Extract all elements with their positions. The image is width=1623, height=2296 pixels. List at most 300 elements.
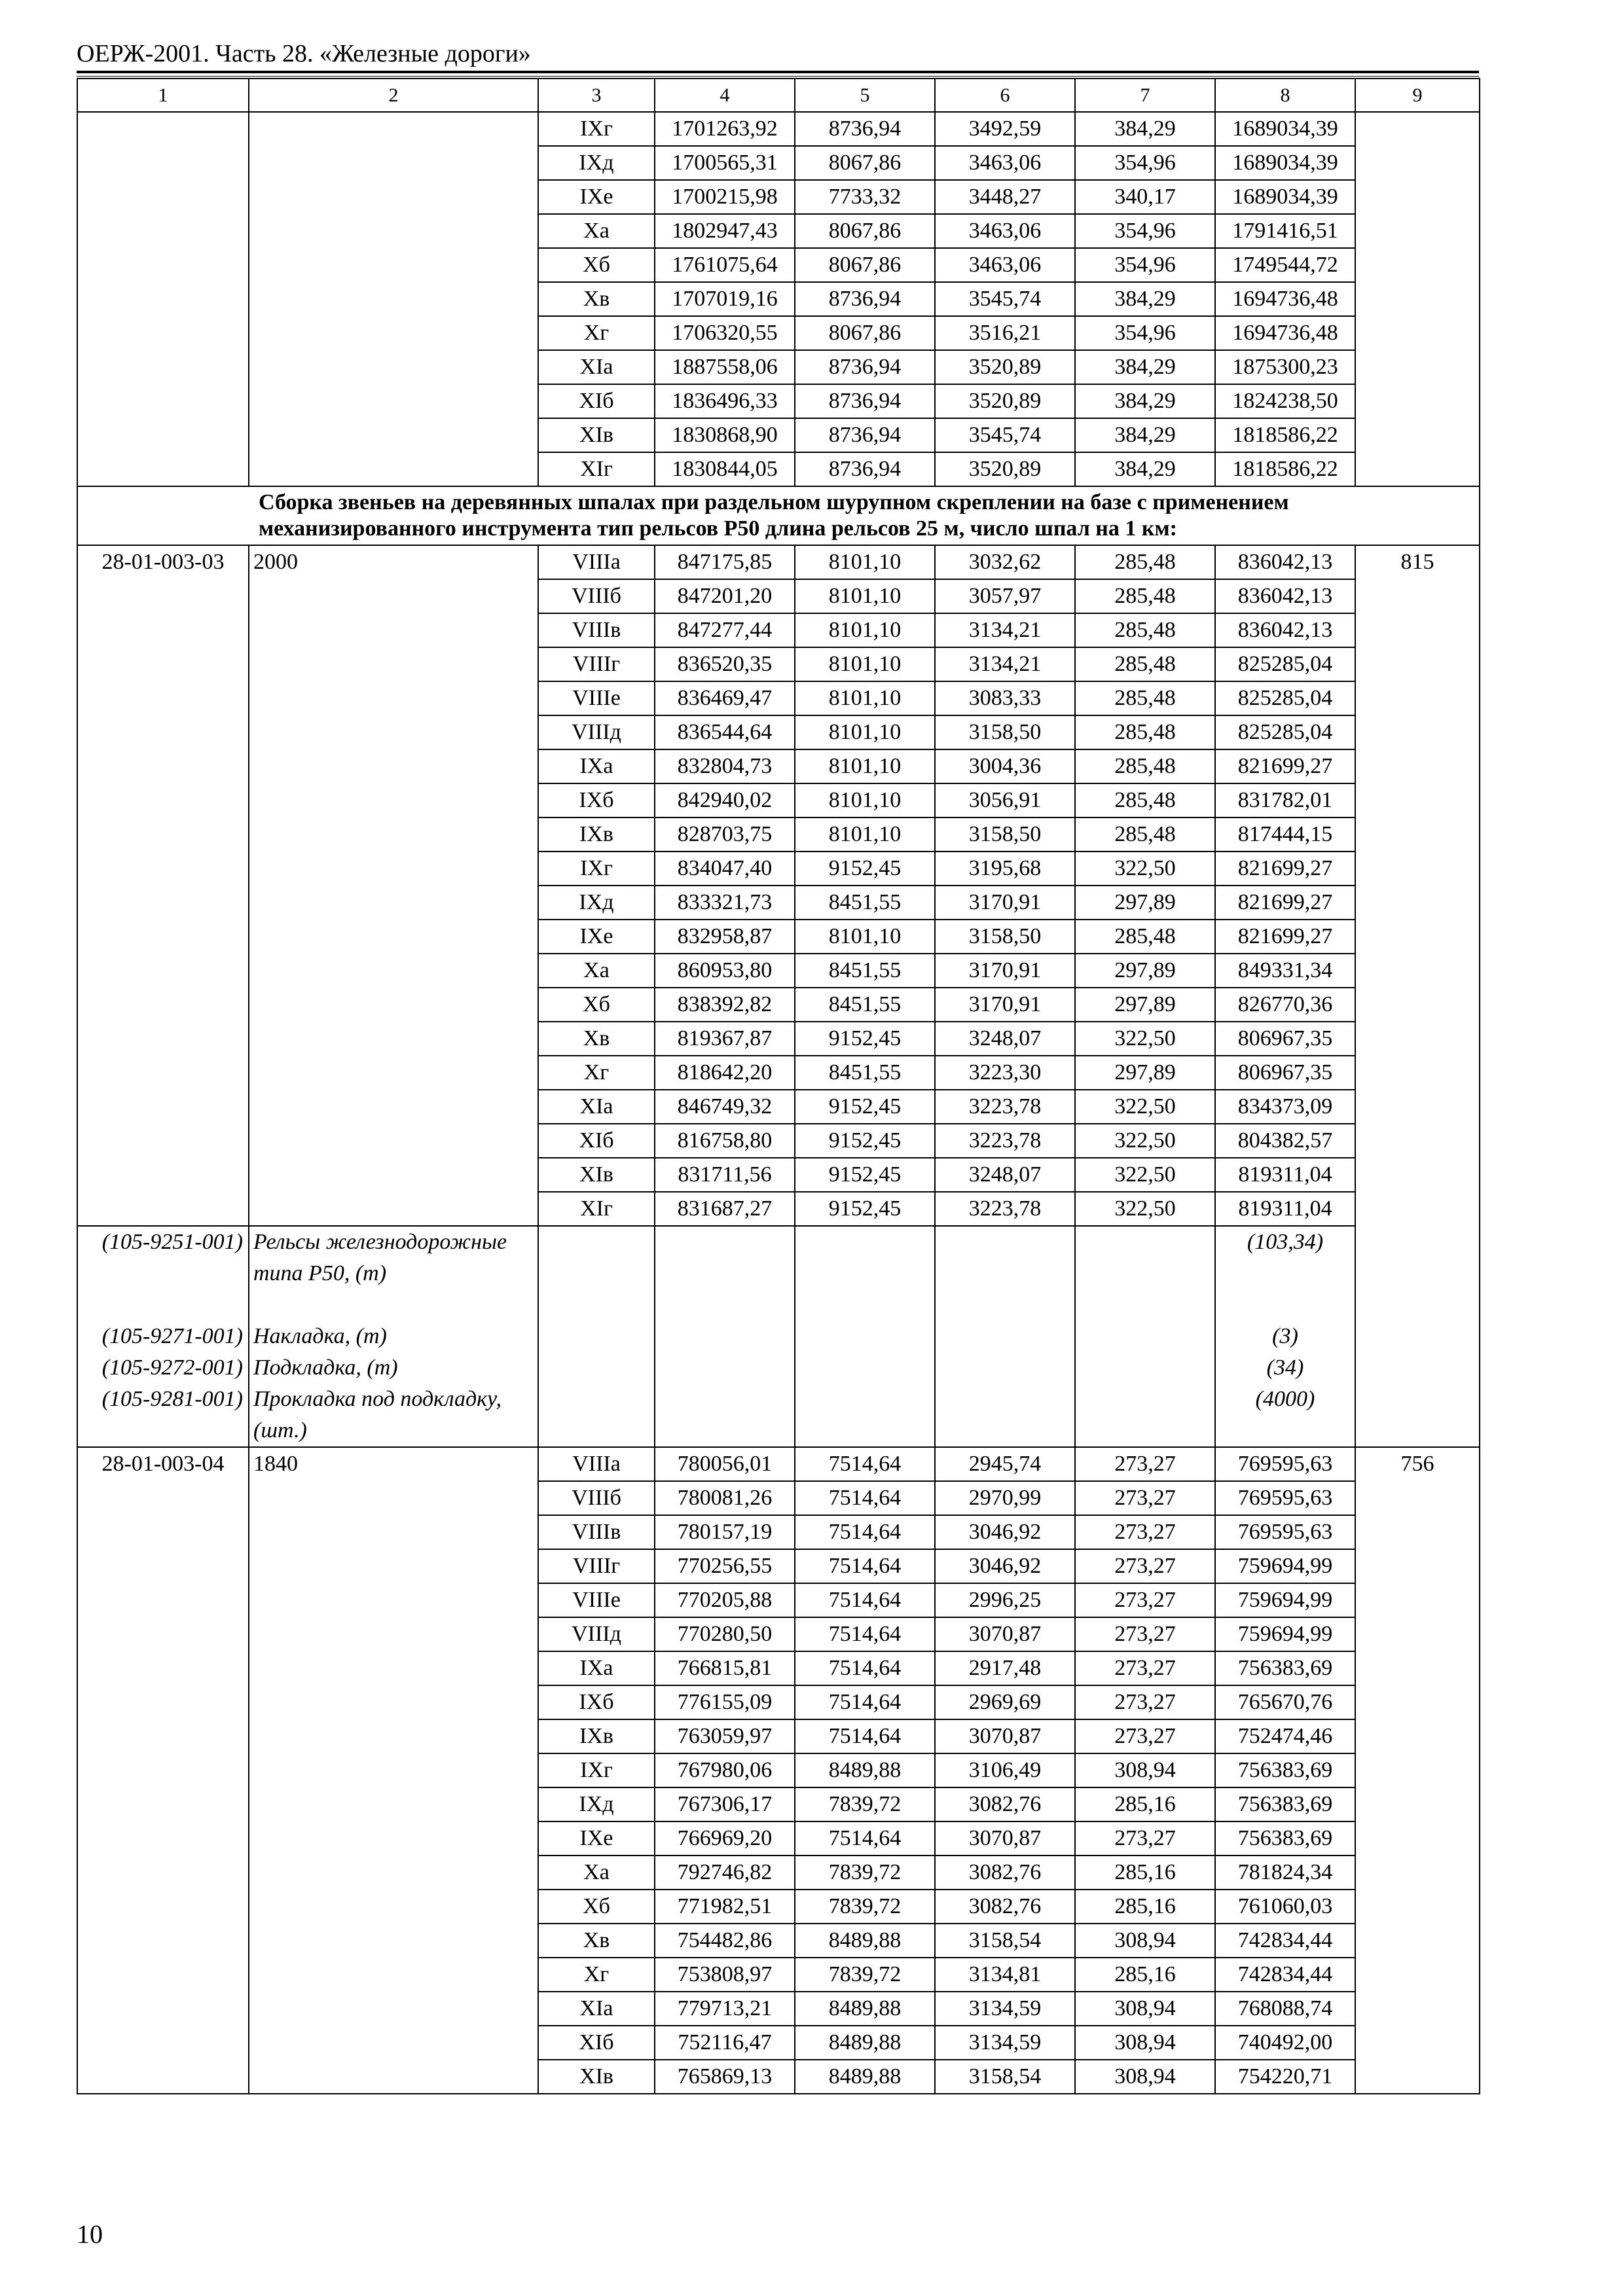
empty-cell (655, 1226, 795, 1447)
table-row (77, 545, 1480, 579)
machinists-wages-cell: 285,48 (1075, 681, 1215, 715)
variant-cell: VIIIв (538, 613, 655, 647)
wages-cell: 7839,72 (795, 1958, 935, 1992)
materials-cell: 1749544,72 (1215, 248, 1355, 282)
resources-row (77, 1226, 1480, 1447)
wages-cell: 7514,64 (795, 1821, 935, 1856)
machinists-wages-cell: 285,48 (1075, 579, 1215, 613)
column-header: 6 (935, 79, 1075, 112)
wages-cell: 9152,45 (795, 1192, 935, 1226)
variant-cell: VIIIе (538, 1583, 655, 1617)
total-cost-cell: 836469,47 (655, 681, 795, 715)
materials-cell: 821699,27 (1215, 886, 1355, 920)
wages-cell: 7514,64 (795, 1719, 935, 1753)
code-cell (77, 112, 249, 486)
total-cost-cell: 838392,82 (655, 988, 795, 1022)
wages-cell: 9152,45 (795, 1124, 935, 1158)
empty-cell (1075, 1226, 1215, 1447)
variant-cell: XIа (538, 350, 655, 384)
materials-cell: 740492,00 (1215, 2026, 1355, 2060)
machines-cell: 3545,74 (935, 418, 1075, 452)
machines-cell: 3223,78 (935, 1192, 1075, 1226)
materials-cell: 804382,57 (1215, 1124, 1355, 1158)
materials-cell: 1791416,51 (1215, 214, 1355, 248)
machines-cell: 3158,54 (935, 1924, 1075, 1958)
variant-cell: Xв (538, 282, 655, 316)
materials-cell: 1818586,22 (1215, 418, 1355, 452)
wages-cell: 9152,45 (795, 1158, 935, 1192)
machinists-wages-cell: 273,27 (1075, 1685, 1215, 1719)
variant-cell: IXд (538, 1787, 655, 1821)
variant-cell: IXа (538, 1651, 655, 1685)
variant-cell: Xв (538, 1022, 655, 1056)
variant-cell: Xг (538, 1056, 655, 1090)
total-cost-cell: 819367,87 (655, 1022, 795, 1056)
machines-cell: 3463,06 (935, 146, 1075, 180)
machinists-wages-cell: 322,50 (1075, 1090, 1215, 1124)
page-number: 10 (77, 2219, 103, 2249)
materials-cell: 756383,69 (1215, 1787, 1355, 1821)
variant-cell: VIIIб (538, 1481, 655, 1515)
resource-value: (34) (1266, 1355, 1304, 1380)
machinists-wages-cell: 273,27 (1075, 1719, 1215, 1753)
machinists-wages-cell: 354,96 (1075, 248, 1215, 282)
machines-cell: 2945,74 (935, 1447, 1075, 1481)
column-header: 3 (538, 79, 655, 112)
total-cost-cell: 792746,82 (655, 1856, 795, 1890)
machines-cell: 3134,21 (935, 613, 1075, 647)
materials-cell: 1824238,50 (1215, 384, 1355, 418)
wages-cell: 8451,55 (795, 886, 935, 920)
column-number-row (77, 79, 1480, 112)
resource-code: (105-9272-001) (101, 1355, 243, 1380)
total-cost-cell: 780081,26 (655, 1481, 795, 1515)
resource-name: Прокладка под подкладку, (шт.) (253, 1387, 501, 1443)
machines-cell: 3070,87 (935, 1617, 1075, 1651)
variant-cell: Xг (538, 316, 655, 350)
machinists-wages-cell: 285,16 (1075, 1958, 1215, 1992)
wages-cell: 7514,64 (795, 1583, 935, 1617)
machinists-wages-cell: 297,89 (1075, 1056, 1215, 1090)
machines-cell: 3223,30 (935, 1056, 1075, 1090)
wages-cell: 8736,94 (795, 112, 935, 146)
wages-cell: 8736,94 (795, 384, 935, 418)
materials-cell: 756383,69 (1215, 1753, 1355, 1787)
document-title: ОЕРЖ-2001. Часть 28. «Железные дороги» (77, 40, 531, 67)
total-cost-cell: 1830868,90 (655, 418, 795, 452)
column-header: 5 (795, 79, 935, 112)
machines-cell: 3082,76 (935, 1890, 1075, 1924)
variant-cell: VIIIв (538, 1515, 655, 1549)
machines-cell: 3248,07 (935, 1022, 1075, 1056)
column-header: 7 (1075, 79, 1215, 112)
wages-cell: 8451,55 (795, 1056, 935, 1090)
total-cost-cell: 1706320,55 (655, 316, 795, 350)
total-cost-cell: 779713,21 (655, 1992, 795, 2026)
total-cost-cell: 1802947,43 (655, 214, 795, 248)
price-table-body (77, 79, 1480, 2094)
machinists-wages-cell: 308,94 (1075, 2060, 1215, 2094)
resource-name: Накладка, (т) (253, 1324, 387, 1348)
machines-cell: 3158,50 (935, 817, 1075, 852)
item-col9: 756 (1355, 1447, 1480, 2094)
machinists-wages-cell: 384,29 (1075, 452, 1215, 486)
materials-cell: 836042,13 (1215, 579, 1355, 613)
variant-cell: IXг (538, 1753, 655, 1787)
variant-cell: IXе (538, 1821, 655, 1856)
materials-cell: 1694736,48 (1215, 282, 1355, 316)
machinists-wages-cell: 308,94 (1075, 1753, 1215, 1787)
total-cost-cell: 846749,32 (655, 1090, 795, 1124)
resource-values (1215, 1226, 1355, 1447)
param-cell (249, 112, 538, 486)
resource-codes (77, 1226, 249, 1447)
machines-cell: 3134,81 (935, 1958, 1075, 1992)
column-header: 9 (1355, 79, 1480, 112)
machines-cell: 3170,91 (935, 886, 1075, 920)
machinists-wages-cell: 322,50 (1075, 1124, 1215, 1158)
machinists-wages-cell: 308,94 (1075, 1924, 1215, 1958)
wages-cell: 8101,10 (795, 920, 935, 954)
resource-value: (3) (1272, 1324, 1298, 1348)
materials-cell: 806967,35 (1215, 1022, 1355, 1056)
variant-cell: XIа (538, 1090, 655, 1124)
machinists-wages-cell: 285,16 (1075, 1890, 1215, 1924)
variant-cell: Xг (538, 1958, 655, 1992)
wages-cell: 8067,86 (795, 146, 935, 180)
machines-cell: 3134,59 (935, 1992, 1075, 2026)
wages-cell: 9152,45 (795, 852, 935, 886)
variant-cell: IXе (538, 920, 655, 954)
machinists-wages-cell: 354,96 (1075, 214, 1215, 248)
wages-cell: 8101,10 (795, 613, 935, 647)
machines-cell: 3170,91 (935, 954, 1075, 988)
materials-cell: 821699,27 (1215, 852, 1355, 886)
machines-cell: 3520,89 (935, 350, 1075, 384)
machines-cell: 3463,06 (935, 214, 1075, 248)
wages-cell: 7514,64 (795, 1651, 935, 1685)
machinists-wages-cell: 285,16 (1075, 1787, 1215, 1821)
wages-cell: 9152,45 (795, 1022, 935, 1056)
machines-cell: 3520,89 (935, 452, 1075, 486)
variant-cell: VIIIа (538, 545, 655, 579)
machines-cell: 3516,21 (935, 316, 1075, 350)
machinists-wages-cell: 308,94 (1075, 2026, 1215, 2060)
machinists-wages-cell: 322,50 (1075, 1158, 1215, 1192)
total-cost-cell: 847277,44 (655, 613, 795, 647)
item-param: 2000 (249, 545, 538, 1226)
machinists-wages-cell: 285,48 (1075, 647, 1215, 681)
variant-cell: VIIIа (538, 1447, 655, 1481)
wages-cell: 8101,10 (795, 715, 935, 749)
variant-cell: XIг (538, 452, 655, 486)
total-cost-cell: 860953,80 (655, 954, 795, 988)
machines-cell: 3070,87 (935, 1719, 1075, 1753)
total-cost-cell: 770280,50 (655, 1617, 795, 1651)
materials-cell: 819311,04 (1215, 1192, 1355, 1226)
item-code: 28-01-003-03 (77, 545, 249, 1226)
variant-cell: IXе (538, 180, 655, 214)
wages-cell: 8101,10 (795, 817, 935, 852)
resource-name: Рельсы железнодорожные типа Р50, (т) (253, 1230, 507, 1285)
total-cost-cell: 833321,73 (655, 886, 795, 920)
machines-cell: 3082,76 (935, 1787, 1075, 1821)
item-code: 28-01-003-04 (77, 1447, 249, 2094)
machines-cell: 3195,68 (935, 852, 1075, 886)
resource-value: (103,34) (1247, 1230, 1324, 1254)
total-cost-cell: 1830844,05 (655, 452, 795, 486)
total-cost-cell: 816758,80 (655, 1124, 795, 1158)
machines-cell: 2996,25 (935, 1583, 1075, 1617)
machinists-wages-cell: 285,48 (1075, 920, 1215, 954)
materials-cell: 742834,44 (1215, 1958, 1355, 1992)
machines-cell: 3248,07 (935, 1158, 1075, 1192)
resource-code: (105-9251-001) (101, 1230, 243, 1254)
total-cost-cell: 831687,27 (655, 1192, 795, 1226)
machines-cell: 3056,91 (935, 783, 1075, 817)
wages-cell: 7514,64 (795, 1447, 935, 1481)
column-header: 2 (249, 79, 538, 112)
materials-cell: 836042,13 (1215, 545, 1355, 579)
machinists-wages-cell: 384,29 (1075, 384, 1215, 418)
machines-cell: 3046,92 (935, 1549, 1075, 1583)
header-rule (77, 71, 1479, 73)
total-cost-cell: 828703,75 (655, 817, 795, 852)
total-cost-cell: 753808,97 (655, 1958, 795, 1992)
machines-cell: 3083,33 (935, 681, 1075, 715)
machines-cell: 3158,50 (935, 715, 1075, 749)
section-title: Сборка звеньев на деревянных шпалах при раздельном шурупном скреплении на базе с применением механизированного инструмента тип рельсов Р50 длина рельсов 25 м, число шпал на 1 км: (77, 486, 1480, 545)
wages-cell: 8736,94 (795, 282, 935, 316)
variant-cell: VIIIд (538, 715, 655, 749)
machinists-wages-cell: 273,27 (1075, 1821, 1215, 1856)
total-cost-cell: 847175,85 (655, 545, 795, 579)
wages-cell: 8489,88 (795, 2026, 935, 2060)
materials-cell: 849331,34 (1215, 954, 1355, 988)
item-param: 1840 (249, 1447, 538, 2094)
machines-cell: 2969,69 (935, 1685, 1075, 1719)
machinists-wages-cell: 273,27 (1075, 1617, 1215, 1651)
variant-cell: XIв (538, 2060, 655, 2094)
total-cost-cell: 767980,06 (655, 1753, 795, 1787)
materials-cell: 769595,63 (1215, 1515, 1355, 1549)
total-cost-cell: 754482,86 (655, 1924, 795, 1958)
materials-cell: 756383,69 (1215, 1651, 1355, 1685)
total-cost-cell: 776155,09 (655, 1685, 795, 1719)
total-cost-cell: 1701263,92 (655, 112, 795, 146)
column-header: 4 (655, 79, 795, 112)
machines-cell: 3463,06 (935, 248, 1075, 282)
resource-code: (105-9271-001) (101, 1324, 243, 1348)
machines-cell: 3492,59 (935, 112, 1075, 146)
materials-cell: 831782,01 (1215, 783, 1355, 817)
materials-cell: 765670,76 (1215, 1685, 1355, 1719)
variant-cell: XIг (538, 1192, 655, 1226)
variant-cell: VIIIг (538, 647, 655, 681)
variant-cell: Xа (538, 954, 655, 988)
empty-cell (935, 1226, 1075, 1447)
machines-cell: 3082,76 (935, 1856, 1075, 1890)
item-col9: 815 (1355, 545, 1480, 1447)
machinists-wages-cell: 273,27 (1075, 1549, 1215, 1583)
materials-cell: 1818586,22 (1215, 452, 1355, 486)
variant-cell: VIIIд (538, 1617, 655, 1651)
machines-cell: 3032,62 (935, 545, 1075, 579)
materials-cell: 759694,99 (1215, 1617, 1355, 1651)
wages-cell: 7733,32 (795, 180, 935, 214)
variant-cell: VIIIб (538, 579, 655, 613)
materials-cell: 754220,71 (1215, 2060, 1355, 2094)
total-cost-cell: 770256,55 (655, 1549, 795, 1583)
materials-cell: 821699,27 (1215, 749, 1355, 783)
variant-cell: IXг (538, 112, 655, 146)
materials-cell: 761060,03 (1215, 1890, 1355, 1924)
total-cost-cell: 765869,13 (655, 2060, 795, 2094)
total-cost-cell: 1887558,06 (655, 350, 795, 384)
wages-cell: 8067,86 (795, 248, 935, 282)
variant-cell: XIб (538, 1124, 655, 1158)
materials-cell: 742834,44 (1215, 1924, 1355, 1958)
variant-cell: IXв (538, 1719, 655, 1753)
variant-cell: Xб (538, 1890, 655, 1924)
machines-cell: 3448,27 (935, 180, 1075, 214)
wages-cell: 8101,10 (795, 681, 935, 715)
machines-cell: 3170,91 (935, 988, 1075, 1022)
machinists-wages-cell: 322,50 (1075, 852, 1215, 886)
variant-cell: IXд (538, 146, 655, 180)
machinists-wages-cell: 297,89 (1075, 886, 1215, 920)
variant-cell: Xа (538, 1856, 655, 1890)
total-cost-cell: 836544,64 (655, 715, 795, 749)
materials-cell: 836042,13 (1215, 613, 1355, 647)
column-header: 1 (77, 79, 249, 112)
total-cost-cell: 818642,20 (655, 1056, 795, 1090)
variant-cell: Xа (538, 214, 655, 248)
table-row (77, 112, 1480, 146)
machines-cell: 3070,87 (935, 1821, 1075, 1856)
machinists-wages-cell: 285,48 (1075, 715, 1215, 749)
total-cost-cell: 763059,97 (655, 1719, 795, 1753)
machinists-wages-cell: 297,89 (1075, 954, 1215, 988)
empty-cell (795, 1226, 935, 1447)
wages-cell: 7839,72 (795, 1856, 935, 1890)
empty-cell (538, 1226, 655, 1447)
machinists-wages-cell: 384,29 (1075, 418, 1215, 452)
materials-cell: 826770,36 (1215, 988, 1355, 1022)
wages-cell: 8489,88 (795, 1924, 935, 1958)
page-header (77, 39, 1479, 70)
total-cost-cell: 836520,35 (655, 647, 795, 681)
machines-cell: 3046,92 (935, 1515, 1075, 1549)
materials-cell: 806967,35 (1215, 1056, 1355, 1090)
resource-value: (4000) (1255, 1387, 1315, 1411)
total-cost-cell: 847201,20 (655, 579, 795, 613)
machinists-wages-cell: 273,27 (1075, 1447, 1215, 1481)
wages-cell: 8736,94 (795, 418, 935, 452)
total-cost-cell: 831711,56 (655, 1158, 795, 1192)
wages-cell: 7514,64 (795, 1617, 935, 1651)
wages-cell: 7839,72 (795, 1890, 935, 1924)
machinists-wages-cell: 273,27 (1075, 1583, 1215, 1617)
total-cost-cell: 766815,81 (655, 1651, 795, 1685)
total-cost-cell: 1761075,64 (655, 248, 795, 282)
table-row (77, 1447, 1480, 1481)
wages-cell: 8101,10 (795, 749, 935, 783)
variant-cell: XIв (538, 418, 655, 452)
machinists-wages-cell: 354,96 (1075, 316, 1215, 350)
machines-cell: 3223,78 (935, 1124, 1075, 1158)
wages-cell: 7514,64 (795, 1515, 935, 1549)
variant-cell: XIб (538, 2026, 655, 2060)
total-cost-cell: 832958,87 (655, 920, 795, 954)
variant-cell: IXб (538, 1685, 655, 1719)
wages-cell: 8067,86 (795, 316, 935, 350)
wages-cell: 8736,94 (795, 350, 935, 384)
wages-cell: 8451,55 (795, 954, 935, 988)
wages-cell: 7514,64 (795, 1685, 935, 1719)
machinists-wages-cell: 384,29 (1075, 112, 1215, 146)
materials-cell: 768088,74 (1215, 1992, 1355, 2026)
machinists-wages-cell: 285,48 (1075, 783, 1215, 817)
materials-cell: 756383,69 (1215, 1821, 1355, 1856)
total-cost-cell: 770205,88 (655, 1583, 795, 1617)
variant-cell: IXб (538, 783, 655, 817)
machines-cell: 2970,99 (935, 1481, 1075, 1515)
total-cost-cell: 780157,19 (655, 1515, 795, 1549)
total-cost-cell: 766969,20 (655, 1821, 795, 1856)
materials-cell: 769595,63 (1215, 1447, 1355, 1481)
wages-cell: 7839,72 (795, 1787, 935, 1821)
machinists-wages-cell: 354,96 (1075, 146, 1215, 180)
machines-cell: 3057,97 (935, 579, 1075, 613)
materials-cell: 769595,63 (1215, 1481, 1355, 1515)
variant-cell: IXа (538, 749, 655, 783)
wages-cell: 8489,88 (795, 2060, 935, 2094)
resource-name: Подкладка, (т) (253, 1355, 398, 1380)
machinists-wages-cell: 285,48 (1075, 545, 1215, 579)
machines-cell: 3134,59 (935, 2026, 1075, 2060)
materials-cell: 1694736,48 (1215, 316, 1355, 350)
wages-cell: 9152,45 (795, 1090, 935, 1124)
total-cost-cell: 752116,47 (655, 2026, 795, 2060)
machines-cell: 3223,78 (935, 1090, 1075, 1124)
machines-cell: 3134,21 (935, 647, 1075, 681)
machinists-wages-cell: 273,27 (1075, 1481, 1215, 1515)
materials-cell: 781824,34 (1215, 1856, 1355, 1890)
variant-cell: XIв (538, 1158, 655, 1192)
machinists-wages-cell: 285,48 (1075, 817, 1215, 852)
materials-cell: 819311,04 (1215, 1158, 1355, 1192)
total-cost-cell: 780056,01 (655, 1447, 795, 1481)
machinists-wages-cell: 273,27 (1075, 1651, 1215, 1685)
machines-cell: 3545,74 (935, 282, 1075, 316)
variant-cell: Xб (538, 988, 655, 1022)
variant-cell: VIIIе (538, 681, 655, 715)
machinists-wages-cell: 297,89 (1075, 988, 1215, 1022)
materials-cell: 759694,99 (1215, 1583, 1355, 1617)
machines-cell: 3004,36 (935, 749, 1075, 783)
materials-cell: 752474,46 (1215, 1719, 1355, 1753)
total-cost-cell: 832804,73 (655, 749, 795, 783)
machinists-wages-cell: 384,29 (1075, 350, 1215, 384)
materials-cell: 825285,04 (1215, 647, 1355, 681)
total-cost-cell: 834047,40 (655, 852, 795, 886)
materials-cell: 825285,04 (1215, 715, 1355, 749)
machines-cell: 3158,54 (935, 2060, 1075, 2094)
machines-cell: 3106,49 (935, 1753, 1075, 1787)
materials-cell: 1875300,23 (1215, 350, 1355, 384)
materials-cell: 825285,04 (1215, 681, 1355, 715)
